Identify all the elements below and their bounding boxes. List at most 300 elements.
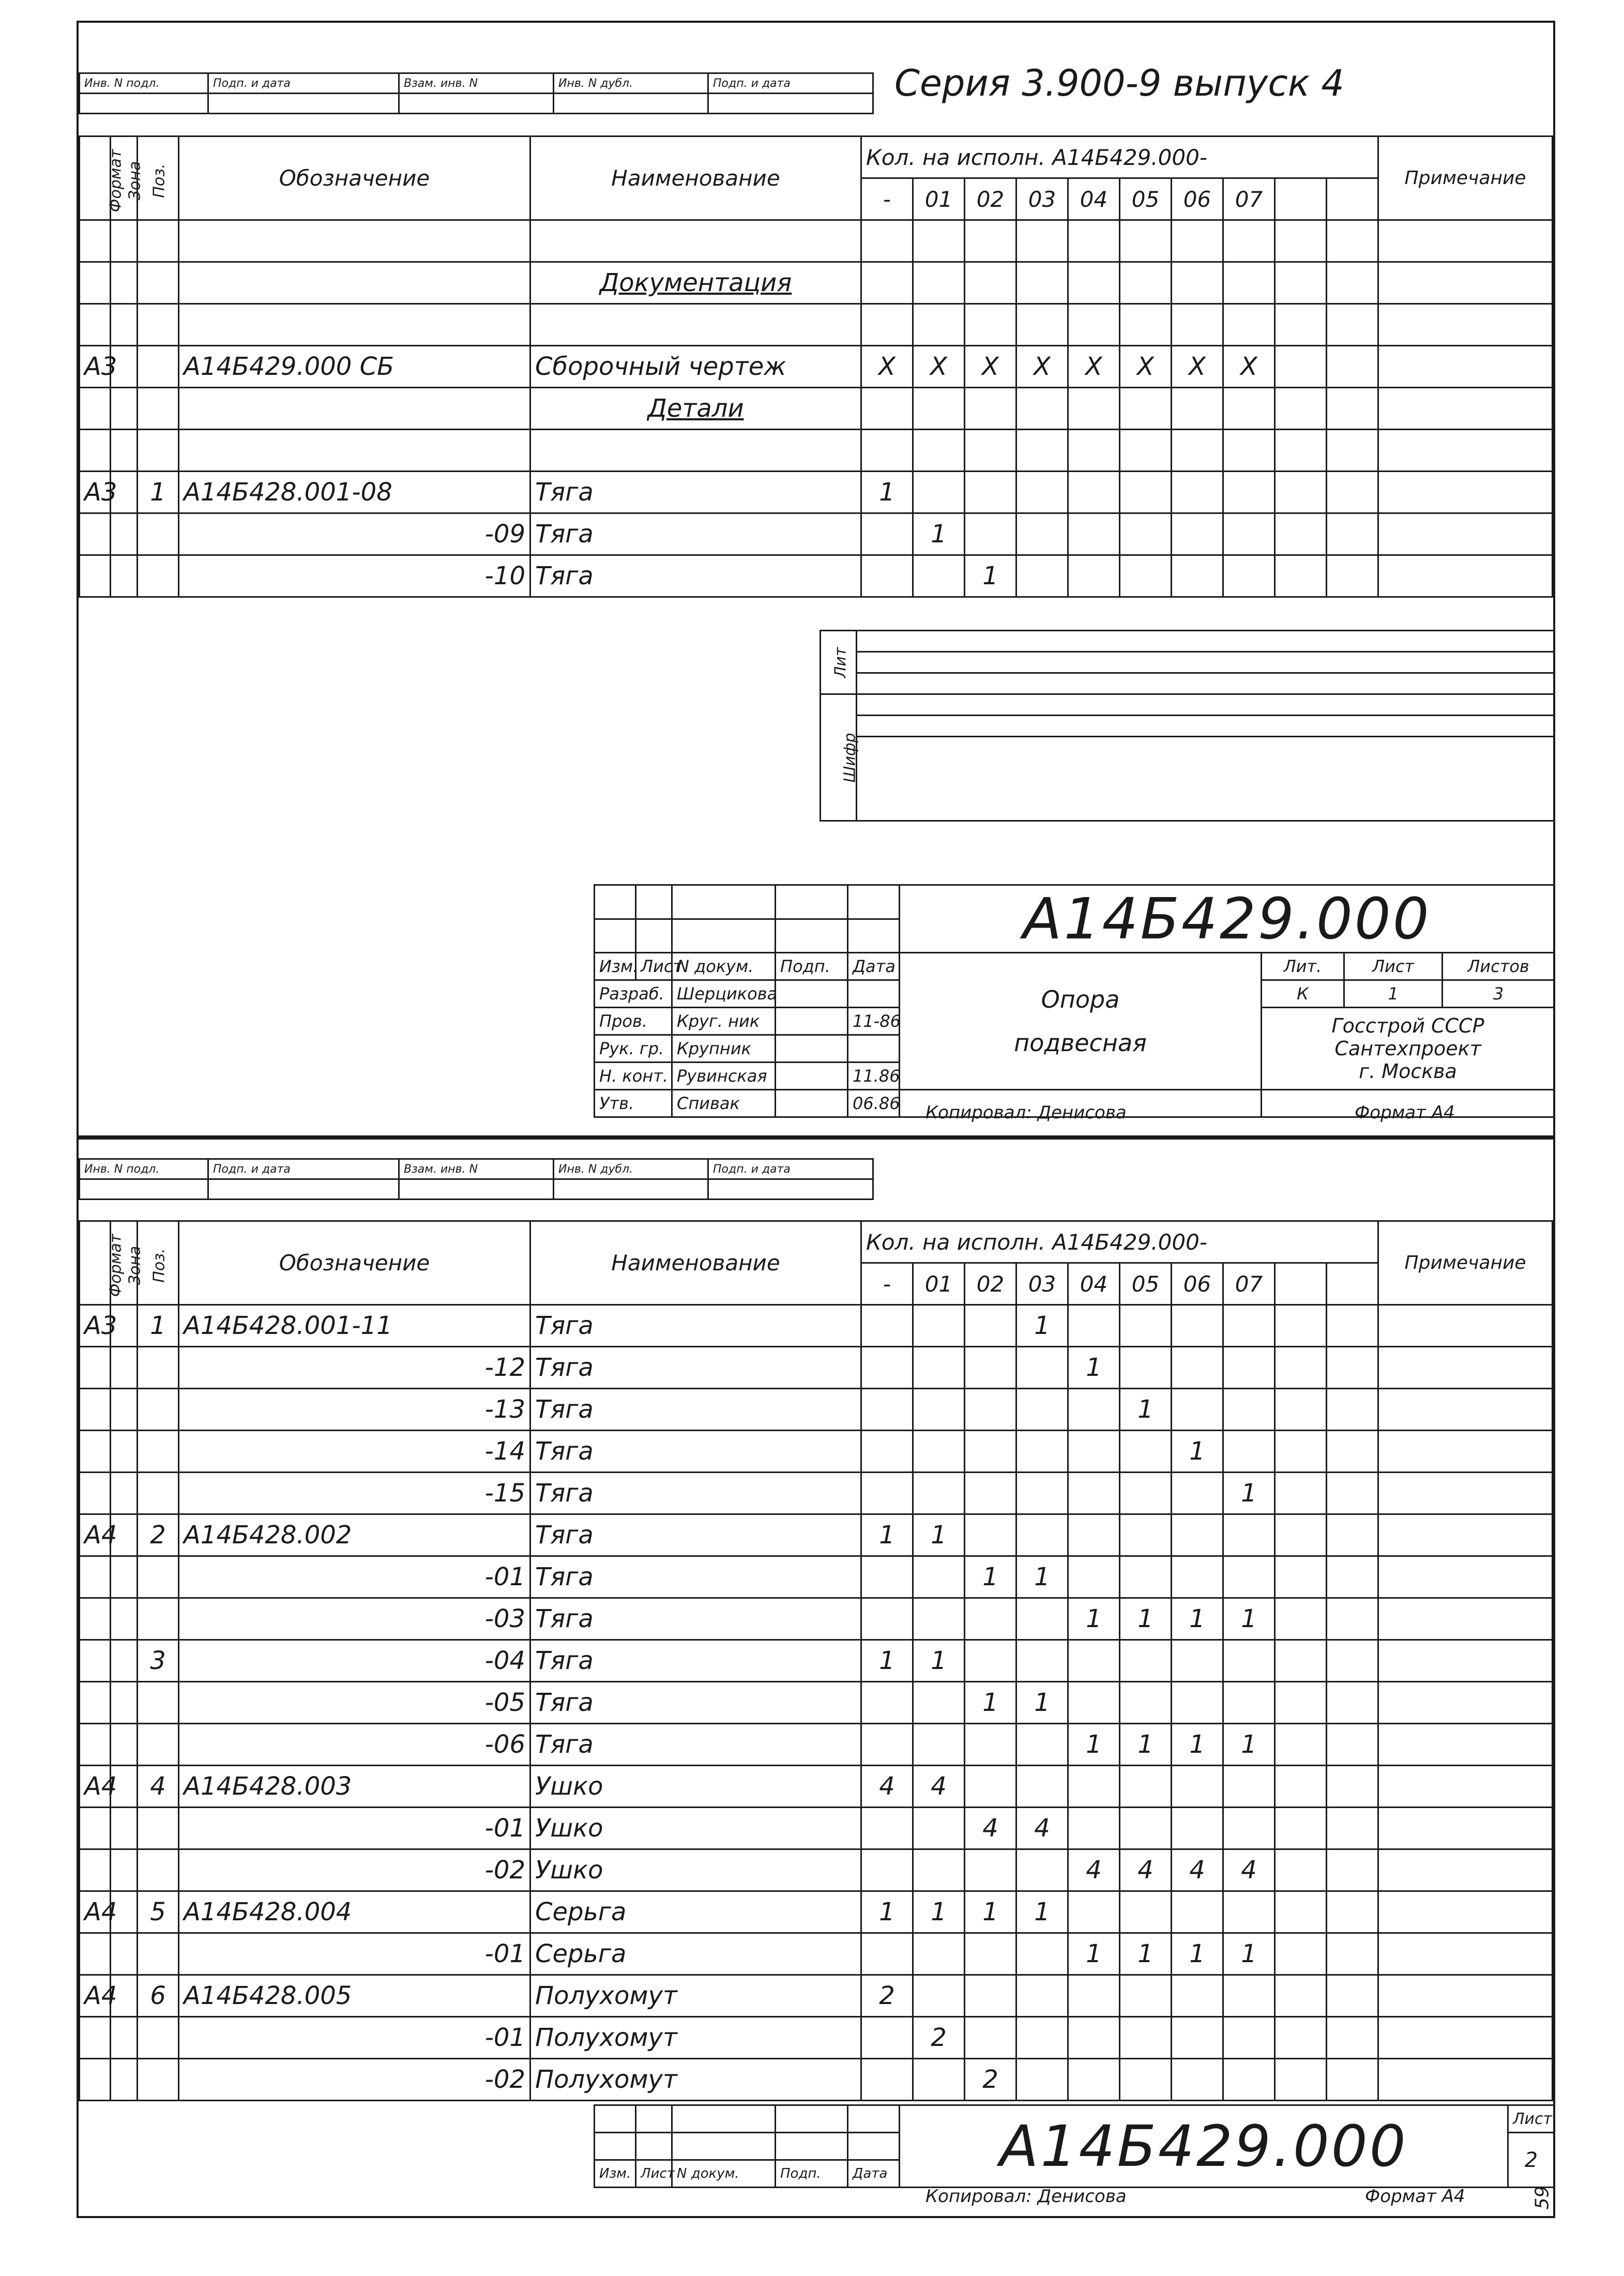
cell-qty-6 [1172, 472, 1223, 513]
cell-format: А3 [80, 472, 111, 513]
stamp-cell: Подп. и дата [708, 73, 873, 94]
cell-qty-0: 1 [861, 1514, 913, 1556]
tb2-empty [848, 2105, 900, 2133]
cell-qty-1 [913, 220, 965, 262]
cell-qty-empty [1327, 1473, 1378, 1514]
cell-qty-4 [1068, 220, 1120, 262]
cell-qty-6 [1172, 513, 1223, 555]
cell-pos [138, 1598, 179, 1640]
cell-format [80, 513, 111, 555]
cell-qty-2 [965, 220, 1016, 262]
spec-row [80, 1766, 1553, 1808]
cell-note [1378, 1305, 1553, 1347]
cell-name: Ушко [530, 1849, 861, 1891]
cell-pos [138, 1724, 179, 1766]
cell-qty-7: 1 [1223, 1933, 1275, 1975]
cell-qty-6: 1 [1172, 1724, 1223, 1766]
col-qty-title: Кол. на исполн. А14Б429.000- [861, 1221, 1378, 1263]
cell-designation: -12 [179, 1347, 530, 1389]
cell-qty-7 [1223, 1305, 1275, 1347]
cell-qty-4: X [1068, 346, 1120, 388]
tb2-header-cell: Изм. [595, 2160, 636, 2188]
side-stamp-line [857, 694, 1555, 716]
tb2-empty [636, 2133, 672, 2160]
cell-note [1378, 1640, 1553, 1682]
cell-qty-4 [1068, 2017, 1120, 2059]
cell-qty-5 [1120, 1556, 1172, 1598]
cell-qty-empty [1275, 1640, 1327, 1682]
spec-row [80, 513, 1553, 555]
stamp-empty [399, 1179, 554, 1200]
cell-format [80, 1556, 111, 1598]
cell-qty-3: 1 [1016, 1556, 1068, 1598]
cell-qty-7 [1223, 262, 1275, 304]
cell-note [1378, 1598, 1553, 1640]
sheet-1-title-block [594, 884, 1555, 1118]
spec-row [80, 1808, 1553, 1849]
cell-qty-empty [1275, 1891, 1327, 1933]
tb-empty [848, 885, 900, 919]
cell-qty-7 [1223, 513, 1275, 555]
cell-qty-1 [913, 1975, 965, 2017]
cell-note [1378, 1766, 1553, 1808]
cell-qty-7 [1223, 388, 1275, 430]
tb2-header-cell: Лист [636, 2160, 672, 2188]
cell-qty-5 [1120, 1808, 1172, 1849]
variant-header-3: 03 [1016, 178, 1068, 220]
cell-qty-empty [1275, 472, 1327, 513]
cell-designation: -01 [179, 1808, 530, 1849]
cell-name: Серьга [530, 1891, 861, 1933]
cell-qty-7 [1223, 2017, 1275, 2059]
cell-format [80, 1347, 111, 1389]
cell-qty-empty [1275, 1473, 1327, 1514]
spec-row [80, 1891, 1553, 1933]
cell-note [1378, 2059, 1553, 2101]
cell-qty-7 [1223, 1514, 1275, 1556]
cell-qty-7 [1223, 1389, 1275, 1431]
cell-qty-5 [1120, 513, 1172, 555]
cell-note [1378, 1473, 1553, 1514]
cell-qty-0: 1 [861, 1891, 913, 1933]
tb-lit-value: К [1262, 980, 1344, 1008]
stamp-cell: Инв. N дубл. [554, 1159, 708, 1179]
cell-qty-empty [1275, 1975, 1327, 2017]
side-stamp-lit: Лит [821, 631, 857, 694]
cell-qty-5 [1120, 2059, 1172, 2101]
cell-pos [138, 1389, 179, 1431]
cell-note [1378, 555, 1553, 597]
cell-qty-3 [1016, 1347, 1068, 1389]
cell-qty-0 [861, 388, 913, 430]
cell-format [80, 304, 111, 346]
cell-zone [111, 1598, 138, 1640]
cell-qty-1 [913, 1598, 965, 1640]
cell-qty-empty [1327, 220, 1378, 262]
cell-qty-7 [1223, 1556, 1275, 1598]
cell-qty-4: 1 [1068, 1933, 1120, 1975]
cell-qty-6 [1172, 555, 1223, 597]
cell-note [1378, 1389, 1553, 1431]
cell-designation: -01 [179, 1556, 530, 1598]
cell-pos [138, 304, 179, 346]
cell-qty-7 [1223, 1640, 1275, 1682]
cell-qty-7 [1223, 2059, 1275, 2101]
spec-row [80, 430, 1553, 472]
cell-qty-1: 2 [913, 2017, 965, 2059]
spec-row [80, 472, 1553, 513]
tb-empty [595, 885, 636, 919]
cell-qty-empty [1327, 304, 1378, 346]
cell-qty-6 [1172, 1808, 1223, 1849]
cell-designation: А14Б428.005 [179, 1975, 530, 2017]
page-corner-number: 59 [1531, 2186, 1553, 2210]
cell-qty-6 [1172, 1347, 1223, 1389]
cell-qty-6 [1172, 2017, 1223, 2059]
cell-qty-2 [965, 1347, 1016, 1389]
cell-qty-empty [1275, 2059, 1327, 2101]
cell-designation: -15 [179, 1473, 530, 1514]
cell-zone [111, 1724, 138, 1766]
stamp-empty [554, 1179, 708, 1200]
tb-role: Пров. [595, 1008, 672, 1035]
cell-qty-7: 1 [1223, 1598, 1275, 1640]
cell-qty-0 [861, 555, 913, 597]
cell-qty-7 [1223, 430, 1275, 472]
cell-qty-1 [913, 1849, 965, 1891]
cell-qty-5 [1120, 1640, 1172, 1682]
cell-format: А3 [80, 346, 111, 388]
cell-designation: -09 [179, 513, 530, 555]
cell-qty-4 [1068, 1640, 1120, 1682]
cell-zone [111, 1808, 138, 1849]
cell-name: Тяга [530, 1389, 861, 1431]
cell-qty-1: 1 [913, 1640, 965, 1682]
cell-qty-3 [1016, 1598, 1068, 1640]
cell-qty-empty [1275, 346, 1327, 388]
cell-pos [138, 346, 179, 388]
cell-qty-0 [861, 1473, 913, 1514]
cell-qty-4 [1068, 1305, 1120, 1347]
tb-signature [776, 1063, 848, 1090]
cell-qty-6: X [1172, 346, 1223, 388]
cell-pos [138, 1473, 179, 1514]
cell-designation: А14Б428.001-11 [179, 1305, 530, 1347]
variant-header-0: - [861, 1263, 913, 1305]
cell-qty-5: X [1120, 346, 1172, 388]
cell-qty-3: 1 [1016, 1891, 1068, 1933]
cell-pos [138, 1808, 179, 1849]
variant-header-7: 07 [1223, 1263, 1275, 1305]
cell-note [1378, 1431, 1553, 1473]
tb-header-cell: Дата [848, 953, 900, 980]
cell-qty-7: 1 [1223, 1473, 1275, 1514]
cell-qty-5 [1120, 2017, 1172, 2059]
cell-zone [111, 1347, 138, 1389]
cell-qty-5 [1120, 1305, 1172, 1347]
cell-qty-1 [913, 1305, 965, 1347]
cell-qty-0 [861, 2059, 913, 2101]
cell-pos [138, 2017, 179, 2059]
cell-qty-1 [913, 2059, 965, 2101]
cell-qty-3 [1016, 430, 1068, 472]
cell-qty-empty [1275, 555, 1327, 597]
tb-item-name [900, 953, 1262, 1090]
spec-row [80, 1598, 1553, 1640]
cell-name: Тяга [530, 1431, 861, 1473]
cell-qty-0: 1 [861, 1640, 913, 1682]
cell-name: Детали [530, 388, 861, 430]
cell-qty-4 [1068, 1891, 1120, 1933]
cell-qty-3 [1016, 2059, 1068, 2101]
cell-qty-4: 1 [1068, 1598, 1120, 1640]
tb2-header-cell: N докум. [672, 2160, 776, 2188]
cell-qty-5: 1 [1120, 1389, 1172, 1431]
cell-qty-5 [1120, 1682, 1172, 1724]
cell-qty-empty [1327, 430, 1378, 472]
cell-qty-empty [1275, 430, 1327, 472]
cell-qty-4 [1068, 1514, 1120, 1556]
cell-qty-empty [1275, 513, 1327, 555]
cell-format [80, 1598, 111, 1640]
cell-designation: А14Б428.001-08 [179, 472, 530, 513]
cell-name: Тяга [530, 1682, 861, 1724]
cell-qty-empty [1327, 1766, 1378, 1808]
cell-qty-3: X [1016, 346, 1068, 388]
cell-qty-4 [1068, 1766, 1120, 1808]
side-stamp-line [857, 673, 1555, 694]
cell-qty-7 [1223, 1808, 1275, 1849]
spec-row [80, 1975, 1553, 2017]
cell-name: Тяга [530, 1556, 861, 1598]
cell-qty-empty [1275, 1431, 1327, 1473]
cell-qty-4 [1068, 2059, 1120, 2101]
tb2-sheet-label: Лист [1508, 2105, 1555, 2133]
spec-row [80, 304, 1553, 346]
cell-qty-0 [861, 1556, 913, 1598]
col-designation: Обозначение [179, 136, 530, 220]
cell-qty-7 [1223, 1431, 1275, 1473]
tb2-empty [595, 2133, 636, 2160]
cell-qty-5 [1120, 1975, 1172, 2017]
cell-qty-2 [965, 2017, 1016, 2059]
sheet-2-copied: Копировал: Денисова [925, 2186, 1127, 2207]
tb-organization [1262, 1008, 1555, 1090]
variant-header-empty [1327, 1263, 1378, 1305]
cell-qty-3: 1 [1016, 1305, 1068, 1347]
cell-format [80, 1473, 111, 1514]
spec-row [80, 1640, 1553, 1682]
cell-qty-empty [1275, 1305, 1327, 1347]
sheet-2-spec-table [79, 1220, 1553, 2101]
tb-org-3: г. Москва [1359, 1060, 1457, 1083]
cell-format [80, 1682, 111, 1724]
cell-designation: А14Б428.003 [179, 1766, 530, 1808]
cell-pos [138, 1849, 179, 1891]
cell-name: Полухомут [530, 2017, 861, 2059]
tb2-header-cell: Дата [848, 2160, 900, 2188]
cell-qty-4 [1068, 1975, 1120, 2017]
cell-qty-3: 1 [1016, 1682, 1068, 1724]
cell-qty-empty [1327, 1389, 1378, 1431]
variant-header-1: 01 [913, 178, 965, 220]
cell-name: Тяга [530, 1305, 861, 1347]
cell-format [80, 2017, 111, 2059]
cell-qty-5 [1120, 1347, 1172, 1389]
stamp-empty [399, 94, 554, 114]
stamp-empty [554, 94, 708, 114]
cell-qty-2 [965, 513, 1016, 555]
tb-empty [595, 919, 636, 953]
cell-zone [111, 304, 138, 346]
cell-zone [111, 555, 138, 597]
tb2-empty [776, 2133, 848, 2160]
cell-qty-empty [1327, 1347, 1378, 1389]
stamp-cell: Инв. N подл. [80, 73, 208, 94]
cell-qty-5 [1120, 1514, 1172, 1556]
cell-zone [111, 2059, 138, 2101]
cell-qty-7 [1223, 1891, 1275, 1933]
cell-qty-2 [965, 1305, 1016, 1347]
cell-qty-1 [913, 1556, 965, 1598]
cell-name: Тяга [530, 1473, 861, 1514]
sheet-2-stamp-header [79, 1158, 874, 1200]
cell-qty-7 [1223, 472, 1275, 513]
cell-pos [138, 1347, 179, 1389]
cell-qty-5 [1120, 1473, 1172, 1514]
cell-qty-6: 1 [1172, 1431, 1223, 1473]
cell-pos [138, 430, 179, 472]
cell-qty-3 [1016, 1766, 1068, 1808]
spec-row [80, 1514, 1553, 1556]
spec-row [80, 1473, 1553, 1514]
spec-row [80, 1933, 1553, 1975]
cell-qty-2: 1 [965, 1682, 1016, 1724]
cell-qty-4 [1068, 1682, 1120, 1724]
cell-qty-0 [861, 2017, 913, 2059]
cell-name: Тяга [530, 1514, 861, 1556]
side-stamp-line [857, 652, 1555, 673]
col-name: Наименование [530, 136, 861, 220]
cell-qty-0 [861, 1389, 913, 1431]
cell-qty-empty [1327, 1724, 1378, 1766]
variant-header-3: 03 [1016, 1263, 1068, 1305]
variant-header-5: 05 [1120, 1263, 1172, 1305]
variant-header-4: 04 [1068, 178, 1120, 220]
cell-qty-4 [1068, 262, 1120, 304]
cell-qty-0 [861, 220, 913, 262]
col-note: Примечание [1378, 1221, 1553, 1305]
cell-format [80, 262, 111, 304]
cell-qty-0 [861, 1598, 913, 1640]
cell-qty-empty [1327, 1933, 1378, 1975]
cell-qty-1 [913, 388, 965, 430]
cell-qty-4 [1068, 555, 1120, 597]
cell-zone [111, 513, 138, 555]
cell-designation: -02 [179, 2059, 530, 2101]
cell-qty-6: 1 [1172, 1933, 1223, 1975]
cell-qty-empty [1275, 1389, 1327, 1431]
cell-name: Тяга [530, 1724, 861, 1766]
cell-qty-2 [965, 430, 1016, 472]
cell-qty-2: 1 [965, 555, 1016, 597]
cell-designation: -02 [179, 1849, 530, 1891]
variant-header-empty [1275, 1263, 1327, 1305]
cell-format [80, 220, 111, 262]
stamp-empty [708, 1179, 873, 1200]
cell-qty-empty [1327, 1305, 1378, 1347]
cell-qty-0: 4 [861, 1766, 913, 1808]
cell-qty-7 [1223, 555, 1275, 597]
cell-pos [138, 513, 179, 555]
tb-header-cell: Изм. [595, 953, 636, 980]
spec-row [80, 346, 1553, 388]
cell-format [80, 430, 111, 472]
cell-qty-6 [1172, 388, 1223, 430]
sheet-1-format: Формат А4 [1355, 1102, 1455, 1123]
stamp-empty [708, 94, 873, 114]
cell-qty-4 [1068, 1808, 1120, 1849]
cell-qty-empty [1327, 1431, 1378, 1473]
cell-qty-3 [1016, 262, 1068, 304]
spec-row [80, 388, 1553, 430]
cell-qty-0 [861, 304, 913, 346]
cell-designation [179, 388, 530, 430]
cell-pos: 4 [138, 1766, 179, 1808]
tb-person-name: Шерцикова [672, 980, 776, 1008]
tb-header-cell: Лист [636, 953, 672, 980]
cell-qty-empty [1327, 1598, 1378, 1640]
cell-qty-3 [1016, 1975, 1068, 2017]
cell-qty-empty [1327, 2059, 1378, 2101]
variant-header-2: 02 [965, 178, 1016, 220]
cell-qty-0 [861, 1724, 913, 1766]
variant-header-5: 05 [1120, 178, 1172, 220]
cell-designation: -01 [179, 1933, 530, 1975]
cell-qty-empty [1275, 1849, 1327, 1891]
cell-qty-1 [913, 1682, 965, 1724]
cell-note [1378, 262, 1553, 304]
cell-pos: 3 [138, 1640, 179, 1682]
cell-qty-2: X [965, 346, 1016, 388]
cell-name: Тяга [530, 555, 861, 597]
cell-designation: -06 [179, 1724, 530, 1766]
cell-qty-7 [1223, 220, 1275, 262]
cell-qty-2: 4 [965, 1808, 1016, 1849]
cell-note [1378, 430, 1553, 472]
cell-qty-1 [913, 430, 965, 472]
stamp-empty [80, 94, 208, 114]
cell-qty-6 [1172, 304, 1223, 346]
cell-name: Тяга [530, 513, 861, 555]
tb-empty [636, 919, 672, 953]
cell-qty-empty [1275, 304, 1327, 346]
cell-designation [179, 430, 530, 472]
tb-date: 11-86 [848, 1008, 900, 1035]
cell-qty-empty [1327, 1556, 1378, 1598]
tb-date: 06.86 [848, 1090, 900, 1117]
spec-row [80, 1556, 1553, 1598]
cell-designation: -14 [179, 1431, 530, 1473]
cell-qty-0: 2 [861, 1975, 913, 2017]
cell-name [530, 430, 861, 472]
col-name: Наименование [530, 1221, 861, 1305]
cell-note [1378, 1891, 1553, 1933]
stamp-empty [208, 94, 399, 114]
cell-qty-empty [1327, 262, 1378, 304]
tb-role: Утв. [595, 1090, 672, 1117]
cell-name: Тяга [530, 1598, 861, 1640]
